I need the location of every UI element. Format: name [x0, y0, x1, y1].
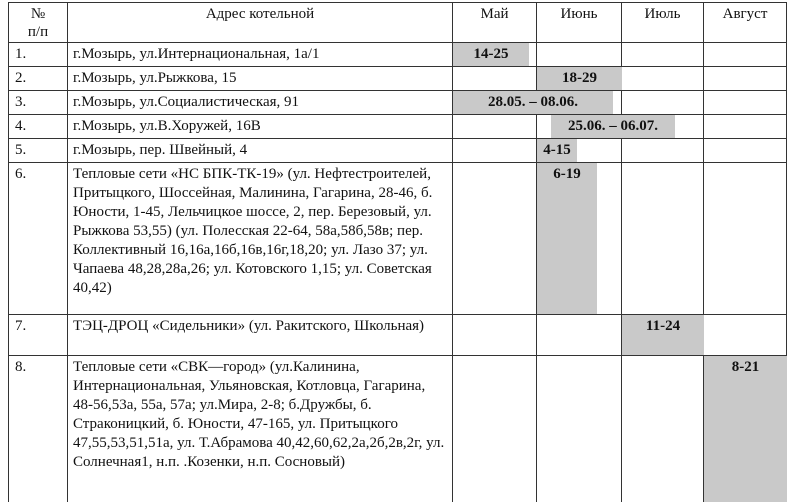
row-address: г.Мозырь, ул.Интернациональная, 1а/1	[68, 43, 453, 67]
cell-june-july	[537, 115, 704, 139]
boiler-schedule-table	[8, 2, 787, 502]
cell-july	[622, 315, 704, 356]
cell-may	[453, 315, 537, 356]
cell-august	[704, 163, 787, 315]
cell-july	[622, 67, 704, 91]
cell-august	[704, 115, 787, 139]
row-address: г.Мозырь, ул.Рыжкова, 15	[68, 67, 453, 91]
cell-july	[622, 43, 704, 67]
row-num: 8.	[9, 356, 68, 502]
cell-august	[704, 139, 787, 163]
row-address: г.Мозырь, ул.Социалистическая, 91	[68, 91, 453, 115]
cell-august	[704, 356, 787, 502]
header-address: Адрес котельной	[68, 3, 453, 43]
cell-june	[537, 139, 622, 163]
cell-july	[622, 163, 704, 315]
table-row	[9, 67, 787, 91]
period-bar: 8-21	[704, 356, 787, 502]
cell-june	[537, 67, 622, 91]
cell-may	[453, 115, 537, 139]
period-bar: 28.05. – 08.06.	[453, 91, 613, 114]
period-bar: 4-15	[537, 139, 577, 162]
cell-august	[704, 43, 787, 67]
table-row	[9, 315, 787, 356]
row-num: 1.	[9, 43, 68, 67]
cell-july	[622, 356, 704, 502]
cell-may	[453, 356, 537, 502]
header-august: Август	[704, 3, 787, 43]
table-row	[9, 43, 787, 67]
cell-august	[704, 67, 787, 91]
header-row	[9, 3, 787, 43]
row-num: 4.	[9, 115, 68, 139]
row-address: Тепловые сети «НС БПК-ТК-19» (ул. Нефтестроителей, Притыцкого, Шоссейная, Малинина, Гагарина, 28-46, б. Юности, 1-45, Лельчицкое шоссе, 2, пер. Березовый, ул. Рыжкова 53,55) (ул. Полесская 22-64, 58а,58б,58в; пер. Коллективный 16,16а,16б,16в,16г,18,20; ул. Лазо 37; ул. Чапаева 48,28,28а,26; ул. Котовского 1,15; ул. Советская 40,42)	[68, 163, 453, 315]
cell-july	[622, 139, 704, 163]
table-row	[9, 91, 787, 115]
table-row	[9, 163, 787, 315]
cell-may-june	[453, 91, 622, 115]
table-row	[9, 139, 787, 163]
cell-august	[704, 315, 787, 356]
cell-may	[453, 139, 537, 163]
row-num: 2.	[9, 67, 68, 91]
row-num: 6.	[9, 163, 68, 315]
cell-may	[453, 67, 537, 91]
row-address: г.Мозырь, ул.В.Хоружей, 16В	[68, 115, 453, 139]
period-bar: 25.06. – 06.07.	[551, 115, 675, 138]
table-row	[9, 115, 787, 139]
schedule-table-frame	[8, 0, 790, 502]
period-bar: 11-24	[622, 315, 704, 355]
row-num: 7.	[9, 315, 68, 356]
cell-july	[622, 91, 704, 115]
table-row	[9, 356, 787, 502]
row-num: 3.	[9, 91, 68, 115]
cell-may	[453, 163, 537, 315]
cell-june	[537, 163, 622, 315]
cell-june	[537, 43, 622, 67]
period-bar: 14-25	[453, 43, 529, 66]
row-address: Тепловые сети «СВК—город» (ул.Калинина, Интернациональная, Ульяновская, Котловца, Гагарина, 48-56,53а, 55а, 57а; ул.Мира, 2-8; б.Дружбы, б. Страконицкий, б. Юности, 47-165, ул. Притыцкого 47,55,53,51,51а, ул. Т.Абрамова 40,42,60,62,2а,2б,2в,2г, ул. Солнечная1, н.п. .Козенки, н.п. Сосновый)	[68, 356, 453, 502]
cell-august	[704, 91, 787, 115]
cell-june	[537, 356, 622, 502]
row-address: г.Мозырь, пер. Швейный, 4	[68, 139, 453, 163]
header-may: Май	[453, 3, 537, 43]
row-address: ТЭЦ-ДРОЦ «Сидельники» (ул. Ракитского, Школьная)	[68, 315, 453, 356]
period-bar: 6-19	[537, 163, 597, 314]
header-june: Июнь	[537, 3, 622, 43]
period-bar: 18-29	[537, 67, 622, 90]
cell-june	[537, 315, 622, 356]
header-num: № п/п	[9, 3, 68, 43]
row-num: 5.	[9, 139, 68, 163]
cell-may	[453, 43, 537, 67]
header-july: Июль	[622, 3, 704, 43]
